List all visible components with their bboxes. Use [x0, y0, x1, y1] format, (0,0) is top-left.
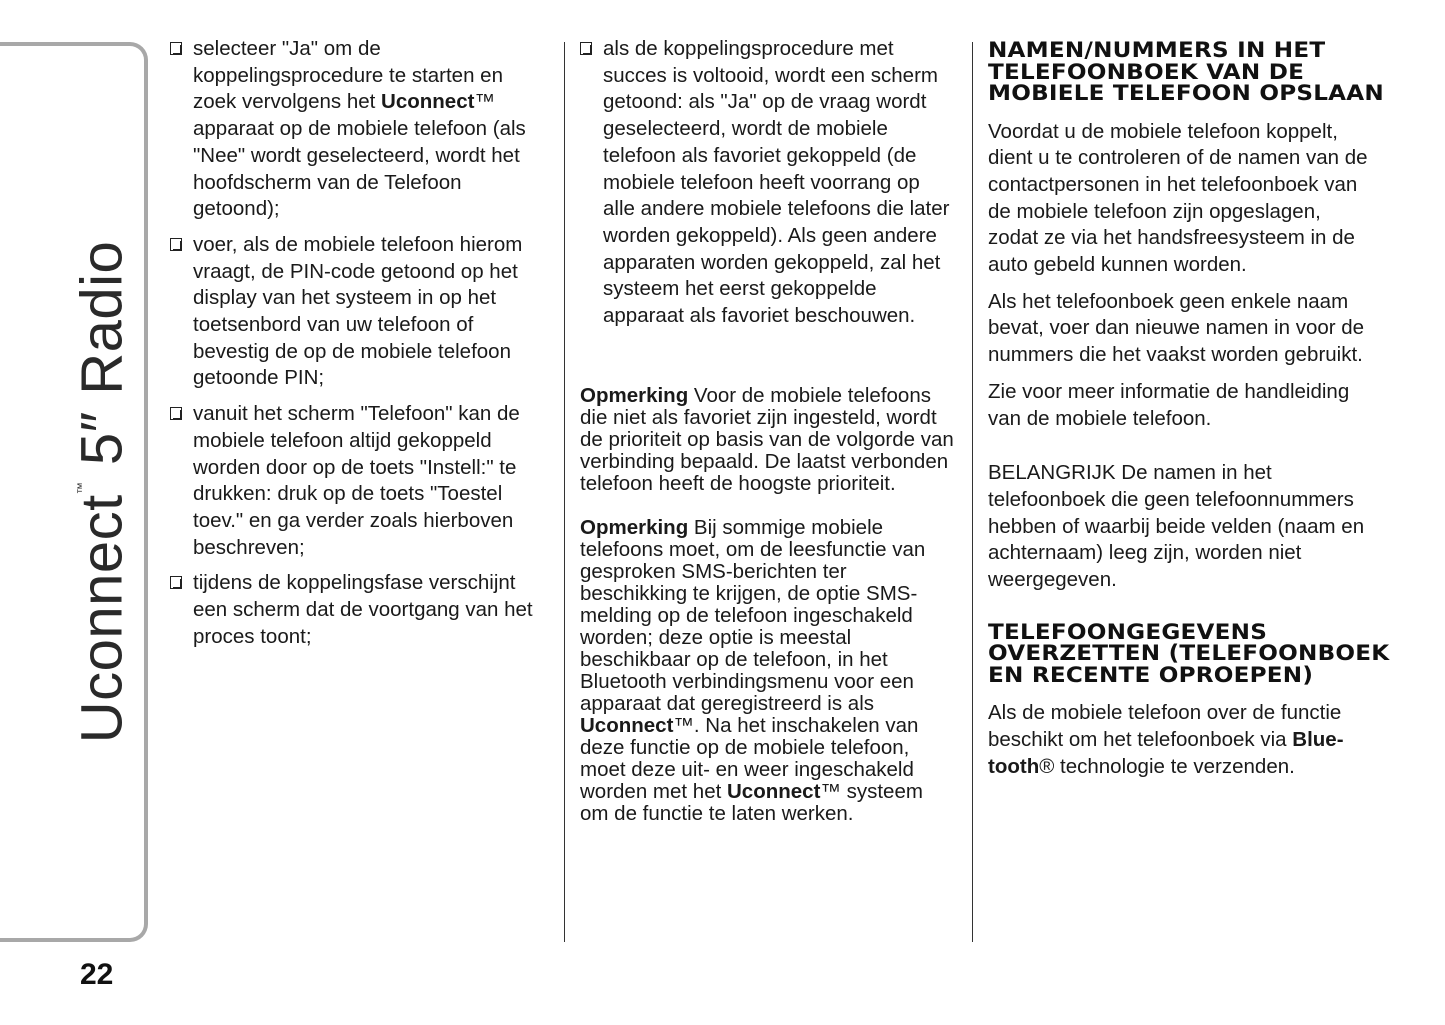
checkbox-bullet-icon — [170, 407, 182, 420]
checkbox-bullet-icon — [580, 42, 592, 55]
column-divider — [564, 42, 565, 942]
paragraph: Als het telefoonboek geen enkele naam bevat, voer dan nieuwe namen in voor de nummers die het vaakst worden gebruikt. — [988, 289, 1365, 367]
section-heading: NAMEN/NUMMERS IN HET TELEFOONBOEK VAN DE MOBIELE TELEFOON OPSLAAN — [988, 38, 1384, 105]
note-paragraph: Opmerking Voor de mobiele telefoons die niet als favoriet zijn ingesteld, wordt de prioriteit op basis van de volgorde van verbinding bepaald. De laatst verbonden telefoon heeft de hoogste prioriteit. — [580, 383, 954, 495]
column-3 — [988, 36, 1390, 790]
list-item: selecteer "Ja" om de koppelingsprocedure te starten en zoek vervolgens het Uconnect™ apparaat op de mobiele telefoon (als "Nee" wordt geselecteerd, wordt het hoofdscherm van de Telefoon getoond); — [170, 36, 550, 223]
list-item: voer, als de mobiele telefoon hierom vraagt, de PIN-code getoond op het display van het systeem in op het toetsenbord van uw telefoon of bevestig de op de mobiele telefoon getoonde PIN; — [170, 232, 550, 392]
paragraph: Voordat u de mobiele telefoon koppelt, dient u te controleren of de namen van de contactpersonen in het telefoonboek van de mobiele telefoon zijn opgeslagen, zodat ze via het handsfreesysteem in de auto gebeld kunnen worden. — [988, 119, 1368, 277]
column-divider — [972, 42, 973, 942]
paragraph: Zie voor meer informatie de handleiding van de mobiele telefoon. — [988, 379, 1350, 430]
checkbox-bullet-icon — [170, 576, 182, 589]
note-paragraph: Opmerking Bij sommige mobiele telefoons moet, om de leesfunctie van gesproken SMS-berichten ter beschikking te krijgen, de optie SMS-melding op de telefoon ingeschakeld worden; deze optie is meestal beschikbaar op de telefoon, in het Bluetooth verbindingsmenu voor een apparaat dat geregistreerd is als Uconnect™. Na het inschakelen van deze functie op de mobiele telefoon, moet deze uit- en weer ingeschakeld worden met het Uconnect™ systeem om de functie te laten werken. — [580, 515, 926, 825]
page-number: 22 — [80, 958, 114, 991]
list-item: tijdens de koppelingsfase verschijnt een scherm dat de voortgang van het proces toont; — [170, 570, 550, 650]
checkbox-bullet-icon — [170, 238, 182, 251]
paragraph: BELANGRIJK De namen in het telefoonboek die geen telefoonnummers hebben of waarbij beide velden (naam en achternaam) leeg zijn, worden niet weergegeven. — [988, 461, 1365, 592]
checkbox-bullet-icon — [170, 42, 182, 55]
section-heading: TELEFOONGEGEVENS OVERZETTEN (TELEFOONBOEK EN RECENTE OPROEPEN) — [988, 619, 1390, 687]
list-item: als de koppelingsprocedure met succes is voltooid, wordt een scherm getoond: als "Ja" op de vraag wordt geselecteerd, wordt de mobiele telefoon als favoriet gekoppeld (de mobiele telefoon heeft voorrang op alle andere mobiele telefoons die later worden gekoppeld). Als geen andere apparaten worden gekoppeld, zal het systeem het eerst gekoppelde apparaat als favoriet beschouwen. — [580, 36, 955, 330]
paragraph: Als de mobiele telefoon over de functie beschikt om het telefoonboek via Blue-tooth® technologie te verzenden. — [988, 701, 1344, 778]
column-1 — [170, 36, 550, 659]
list-item: vanuit het scherm "Telefoon" kan de mobiele telefoon altijd gekoppeld worden door op de toets "Instell:" te drukken: druk op de toets "Toestel toev." en ga verder zoals hierboven beschreven; — [170, 401, 550, 561]
column-2 — [580, 36, 955, 835]
chapter-title: Uconnect™ 5″ Radio — [69, 240, 135, 744]
